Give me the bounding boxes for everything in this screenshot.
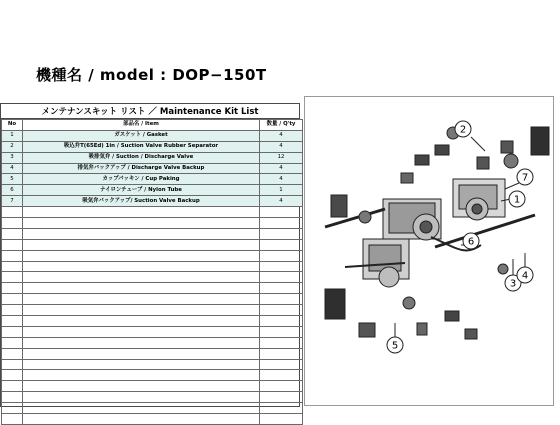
bolt-part-6	[445, 311, 459, 321]
empty-cell	[260, 261, 303, 272]
empty-table-row	[2, 228, 303, 239]
item-no-cell: 4	[2, 163, 23, 174]
item-name-text: 吸排気弁 / Suction / Discharge Valve	[88, 154, 194, 161]
empty-cell	[23, 403, 260, 414]
item-name-text: 吸込弁T(65Ed) 1in / Suction Valve Rubber Separator	[63, 143, 219, 150]
item-qty-cell: 4	[260, 130, 303, 141]
empty-table-row	[2, 392, 303, 403]
empty-cell	[2, 250, 23, 261]
empty-cell	[23, 392, 260, 403]
item-no-cell: 5	[2, 174, 23, 185]
bolt-part-9	[359, 323, 375, 337]
empty-cell	[23, 381, 260, 392]
item-name-cell	[23, 196, 260, 207]
empty-cell	[2, 272, 23, 283]
item-name-cell	[23, 141, 260, 152]
empty-cell	[23, 370, 260, 381]
item-qty-cell: 4	[260, 196, 303, 207]
item-qty-cell: 4	[260, 174, 303, 185]
empty-table-row	[2, 370, 303, 381]
empty-cell	[260, 392, 303, 403]
empty-cell	[23, 359, 260, 370]
item-no-cell: 6	[2, 185, 23, 196]
empty-cell	[23, 326, 260, 337]
empty-table-row	[2, 359, 303, 370]
empty-table-row	[2, 250, 303, 261]
empty-table-row	[2, 218, 303, 229]
item-name-text: ナイロンチューブ / Nylon Tube	[100, 186, 182, 193]
item-no-cell: 2	[2, 141, 23, 152]
empty-cell	[23, 218, 260, 229]
empty-cell	[260, 228, 303, 239]
diaphragm-hub-b	[472, 204, 482, 214]
leader-line-7	[505, 183, 519, 189]
bolt-part-4	[477, 157, 489, 169]
empty-cell	[260, 348, 303, 359]
empty-cell	[260, 207, 303, 218]
item-name-cell	[23, 130, 260, 141]
empty-table-row	[2, 261, 303, 272]
empty-cell	[260, 370, 303, 381]
empty-cell	[2, 326, 23, 337]
washer-part-1	[504, 154, 518, 168]
empty-cell	[23, 294, 260, 305]
table-row	[2, 130, 303, 141]
end-cover-left	[331, 195, 347, 217]
table-header-row	[2, 120, 303, 131]
table-row	[2, 152, 303, 163]
empty-cell	[260, 381, 303, 392]
item-name-cell	[23, 185, 260, 196]
empty-cell	[2, 403, 23, 414]
empty-table-row	[2, 272, 303, 283]
washer-part-3	[403, 297, 415, 309]
empty-table-row	[2, 294, 303, 305]
kit-list-heading: メンテナンスキット リスト ／ Maintenance Kit List	[1, 104, 299, 119]
item-name-cell	[23, 163, 260, 174]
item-qty-cell: 4	[260, 163, 303, 174]
item-no-cell: 1	[2, 130, 23, 141]
empty-cell	[260, 250, 303, 261]
empty-cell	[260, 403, 303, 414]
empty-cell	[260, 305, 303, 316]
callout-label-5: 5	[391, 340, 399, 352]
empty-cell	[23, 414, 260, 425]
empty-cell	[260, 326, 303, 337]
empty-cell	[260, 218, 303, 229]
callout-label-1: 1	[513, 194, 521, 206]
empty-table-row	[2, 207, 303, 218]
empty-cell	[2, 348, 23, 359]
bolt-part-3	[401, 173, 413, 183]
kit-list-table	[1, 119, 303, 425]
table-row	[2, 163, 303, 174]
item-name-cell	[23, 152, 260, 163]
empty-cell	[2, 305, 23, 316]
parts-drawing	[305, 97, 553, 405]
bolt-part-5	[501, 141, 513, 153]
empty-cell	[23, 228, 260, 239]
item-name-text: カップパッキン / Cup Paking	[102, 175, 180, 182]
empty-cell	[260, 414, 303, 425]
item-no-cell: 3	[2, 152, 23, 163]
empty-cell	[2, 381, 23, 392]
empty-table-row	[2, 403, 303, 414]
empty-table-row	[2, 283, 303, 294]
empty-cell	[2, 283, 23, 294]
empty-cell	[2, 414, 23, 425]
item-name-cell	[23, 174, 260, 185]
empty-cell	[23, 207, 260, 218]
empty-cell	[23, 239, 260, 250]
empty-cell	[23, 250, 260, 261]
empty-cell	[2, 218, 23, 229]
empty-cell	[260, 316, 303, 327]
item-name-text: 排気弁バックアップ / Discharge Valve Backup	[77, 165, 205, 171]
washer-part-4	[498, 264, 508, 274]
column-header-no: No	[2, 120, 23, 131]
empty-cell	[2, 370, 23, 381]
empty-cell	[23, 316, 260, 327]
callout-label-2: 2	[459, 124, 467, 136]
empty-cell	[260, 359, 303, 370]
empty-table-row	[2, 305, 303, 316]
empty-cell	[23, 337, 260, 348]
leader-line-2	[471, 137, 485, 151]
empty-cell	[2, 239, 23, 250]
column-header-item: 部品名 / Item	[23, 120, 260, 131]
empty-cell	[260, 239, 303, 250]
exploded-parts-diagram	[304, 96, 554, 406]
empty-cell	[2, 261, 23, 272]
lower-block-core	[369, 245, 401, 271]
right-shaft	[435, 215, 535, 247]
item-no-cell: 7	[2, 196, 23, 207]
empty-cell	[2, 316, 23, 327]
empty-cell	[23, 348, 260, 359]
table-row	[2, 196, 303, 207]
bolt-part-8	[417, 323, 427, 335]
callout-label-7: 7	[521, 172, 529, 184]
column-header-qty: 数量 / Q'ty	[260, 120, 303, 131]
empty-cell	[2, 359, 23, 370]
table-row	[2, 141, 303, 152]
empty-cell	[2, 207, 23, 218]
item-name-text: ガスケット / Gasket	[114, 132, 168, 139]
bolt-part-7	[465, 329, 477, 339]
table-row	[2, 185, 303, 196]
washer-part-5	[359, 211, 371, 223]
diaphragm-disc-c	[379, 267, 399, 287]
empty-cell	[260, 272, 303, 283]
empty-cell	[2, 294, 23, 305]
empty-table-row	[2, 239, 303, 250]
empty-table-row	[2, 326, 303, 337]
item-qty-cell: 4	[260, 141, 303, 152]
empty-cell	[260, 294, 303, 305]
empty-cell	[260, 283, 303, 294]
empty-table-row	[2, 316, 303, 327]
empty-cell	[2, 392, 23, 403]
empty-table-row	[2, 414, 303, 425]
callout-label-6: 6	[467, 236, 475, 248]
item-qty-cell: 12	[260, 152, 303, 163]
maintenance-kit-table-panel	[0, 103, 300, 407]
item-name-text: 吸気弁バックアップ/ Suction Valve Backup	[82, 197, 200, 204]
empty-cell	[23, 272, 260, 283]
end-cover-top	[531, 127, 549, 155]
bolt-part-2	[435, 145, 449, 155]
empty-table-row	[2, 348, 303, 359]
empty-cell	[2, 337, 23, 348]
empty-cell	[2, 228, 23, 239]
item-qty-cell: 1	[260, 185, 303, 196]
callout-label-4: 4	[521, 270, 529, 282]
end-cover-bottom	[325, 289, 345, 319]
model-title: 機種名 / model : DOP−150T	[36, 66, 267, 84]
callout-label-3: 3	[509, 278, 517, 290]
table-row	[2, 174, 303, 185]
empty-table-row	[2, 381, 303, 392]
diaphragm-hub-a	[420, 221, 432, 233]
empty-cell	[23, 283, 260, 294]
bolt-part-1	[415, 155, 429, 165]
empty-cell	[260, 337, 303, 348]
empty-cell	[23, 261, 260, 272]
empty-cell	[23, 305, 260, 316]
empty-table-row	[2, 337, 303, 348]
